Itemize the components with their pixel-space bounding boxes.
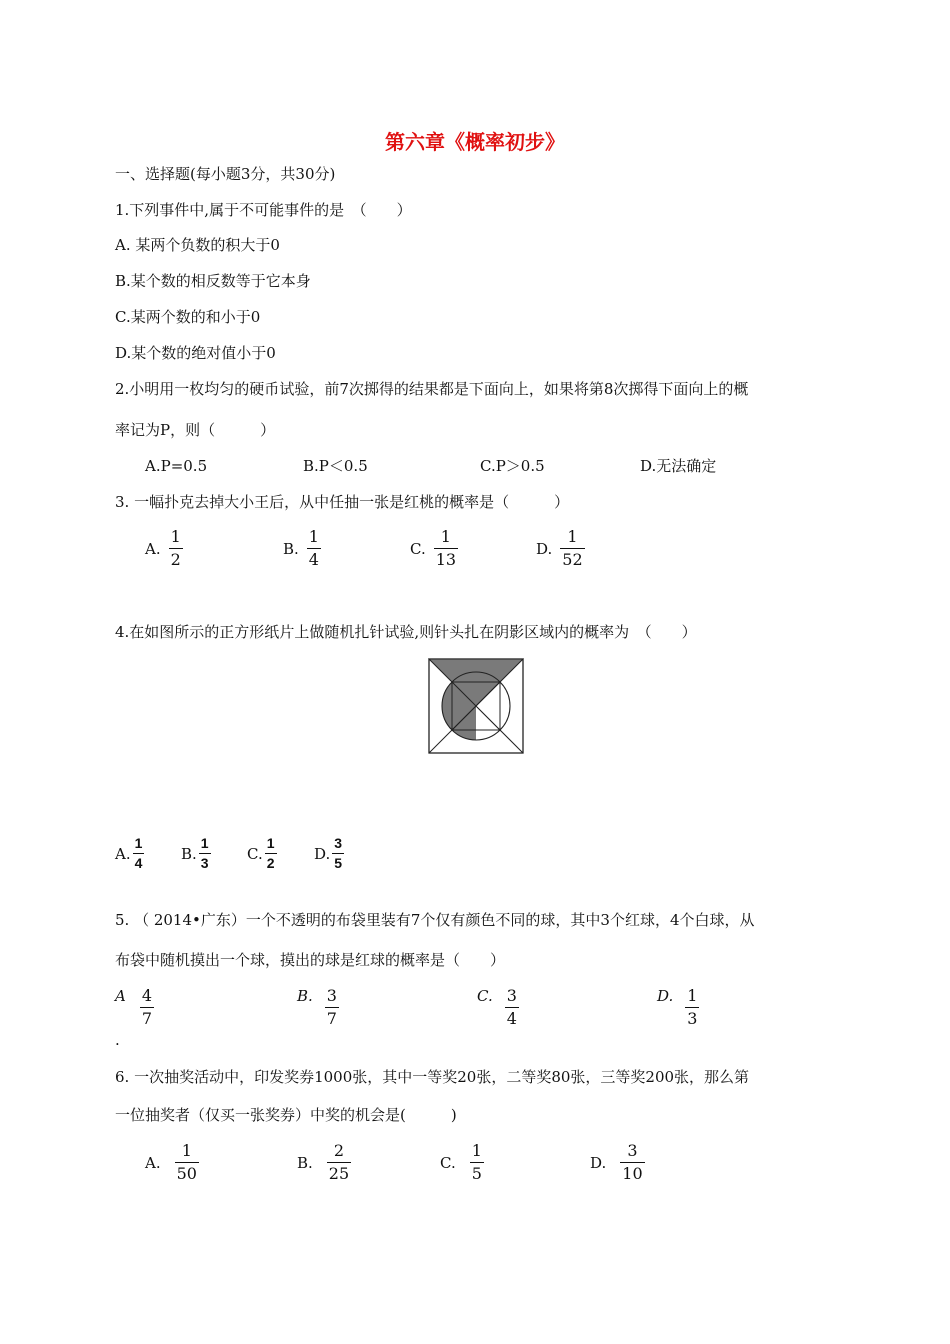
option-label: B. <box>297 1153 313 1172</box>
option-label: C. <box>247 844 263 863</box>
option-label: C. <box>410 539 426 558</box>
numerator: 1 <box>170 527 181 546</box>
fraction <box>133 836 145 871</box>
q2-stem-line1: 2.小明用一枚均匀的硬币试验，前7次掷得的结果都是下面向上，如果将第8次掷得下面向上的概 <box>115 380 749 398</box>
option-label: D. <box>536 539 553 558</box>
q6-stem-line1: 6. 一次抽奖活动中，印发奖券1000张，其中一等奖20张，二等奖80张，三等奖200张，那么第 <box>115 1068 750 1086</box>
fraction <box>265 836 277 871</box>
numerator: 1 <box>440 527 451 546</box>
q6-option-b <box>297 1142 351 1183</box>
numerator: 1 <box>471 1141 482 1160</box>
fraction <box>140 987 154 1028</box>
q4-option-d <box>314 836 344 871</box>
fraction <box>560 528 584 569</box>
option-label: A. <box>145 1153 161 1172</box>
option-label: A. <box>115 844 131 863</box>
fraction <box>685 987 699 1028</box>
q1-option-c: C.某两个数的和小于0 <box>115 308 261 326</box>
fraction <box>505 987 519 1028</box>
option-label: C. <box>477 987 493 1005</box>
denominator: 4 <box>308 550 319 569</box>
fraction <box>325 987 339 1028</box>
q5-option-a <box>115 987 154 1028</box>
q3-stem: 3. 一幅扑克去掉大小王后，从中任抽一张是红桃的概率是（ ） <box>115 493 570 511</box>
denominator: 2 <box>266 855 275 871</box>
option-label: D. <box>314 844 331 863</box>
q2-option-b: B.P＜0.5 <box>303 457 368 475</box>
q6-option-a <box>145 1142 199 1183</box>
numerator: 3 <box>506 986 517 1005</box>
denominator: 5 <box>334 855 343 871</box>
fraction <box>175 1142 199 1183</box>
q6-option-d <box>590 1142 645 1183</box>
q1-option-b: B.某个数的相反数等于它本身 <box>115 272 311 290</box>
numerator: 1 <box>134 835 143 851</box>
fraction <box>169 528 183 569</box>
q6-stem-line2: 一位抽奖者（仅买一张奖券）中奖的机会是( ) <box>115 1106 457 1124</box>
q3-option-d <box>536 528 585 569</box>
page-title: 第六章《概率初步》 <box>385 130 565 154</box>
q5-stem-line1: 5. （ 2014•广东）一个不透明的布袋里装有7个仅有颜色不同的球，其中3个红球，4个白球，从 <box>115 911 755 929</box>
q3-option-b <box>283 528 321 569</box>
q5-option-b <box>297 987 339 1028</box>
numerator: 1 <box>181 1141 192 1160</box>
numerator: 1 <box>567 527 578 546</box>
q5-trailing-dot: . <box>115 1031 120 1049</box>
numerator: 3 <box>334 835 343 851</box>
numerator: 3 <box>326 986 337 1005</box>
numerator: 4 <box>141 986 153 1005</box>
q5-option-c <box>477 987 519 1028</box>
square-target-figure <box>428 658 524 754</box>
option-label: A <box>115 987 126 1005</box>
option-label: D. <box>590 1153 607 1172</box>
option-label: B. <box>181 844 197 863</box>
q4-option-c <box>247 836 277 871</box>
option-label: C. <box>440 1153 456 1172</box>
denominator: 3 <box>687 1009 698 1028</box>
q5-option-d <box>657 987 699 1028</box>
denominator: 52 <box>562 550 583 569</box>
q4-stem: 4.在如图所示的正方形纸片上做随机扎针试验,则针头扎在阴影区域内的概率为 （ ） <box>115 623 697 641</box>
fraction <box>434 528 458 569</box>
q1-stem: 1.下列事件中,属于不可能事件的是 （ ） <box>115 201 412 219</box>
fraction <box>620 1142 644 1183</box>
numerator: 1 <box>200 835 209 851</box>
denominator: 5 <box>471 1164 482 1183</box>
denominator: 50 <box>176 1164 197 1183</box>
option-label: B. <box>283 539 299 558</box>
q1-option-d: D.某个数的绝对值小于0 <box>115 344 276 362</box>
denominator: 2 <box>170 550 181 569</box>
denominator: 10 <box>622 1164 643 1183</box>
numerator: 1 <box>266 835 275 851</box>
section-heading: 一、选择题(每小题3分，共30分) <box>115 165 336 183</box>
numerator: 1 <box>687 986 698 1005</box>
denominator: 4 <box>134 855 143 871</box>
fraction <box>327 1142 351 1183</box>
q4-option-b <box>181 836 211 871</box>
q2-option-c: C.P＞0.5 <box>480 457 545 475</box>
q2-stem-line2: 率记为P，则（ ） <box>115 421 276 439</box>
q6-option-c <box>440 1142 484 1183</box>
q2-option-a: A.P=0.5 <box>145 457 208 475</box>
option-label: A. <box>145 539 161 558</box>
denominator: 4 <box>506 1009 517 1028</box>
fraction <box>307 528 321 569</box>
option-label: D. <box>657 987 674 1005</box>
q2-option-d: D.无法确定 <box>640 457 717 475</box>
q1-option-a: A. 某两个负数的积大于0 <box>115 236 280 254</box>
q3-option-c <box>410 528 458 569</box>
q5-stem-line2: 布袋中随机摸出一个球，摸出的球是红球的概率是（ ） <box>115 951 506 969</box>
fraction <box>199 836 211 871</box>
numerator: 2 <box>333 1141 345 1160</box>
q4-option-a <box>115 836 144 871</box>
fraction <box>332 836 344 871</box>
q3-option-a <box>145 528 183 569</box>
denominator: 13 <box>435 550 457 569</box>
denominator: 25 <box>328 1164 350 1183</box>
numerator: 1 <box>308 527 319 546</box>
fraction <box>470 1142 484 1183</box>
denominator: 3 <box>200 855 209 871</box>
denominator: 7 <box>326 1009 337 1028</box>
denominator: 7 <box>141 1009 153 1028</box>
option-label: B. <box>297 987 313 1005</box>
numerator: 3 <box>627 1141 638 1160</box>
